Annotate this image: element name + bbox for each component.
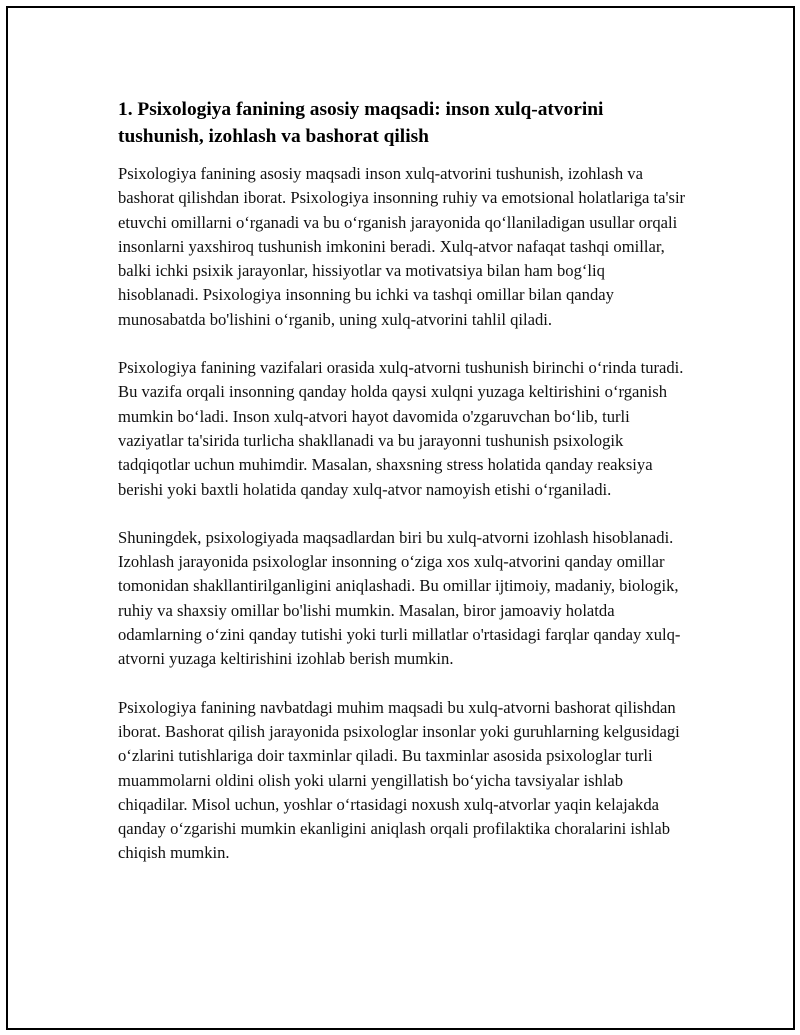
paragraph-4: Psixologiya fanining navbatdagi muhim maqsadi bu xulq-atvorni bashorat qilishdan iborat. Bashorat qilish jarayonida psixologlar insonlar yoki guruhlarning kelgusidagi o‘zlarini tutishlariga doir taxminlar qiladi. Bu taxminlar asosida psixologlar turli muammolarni oldini olish yoki ularni yengillatish bo‘yicha tavsiyalar ishlab chiqadilar. Misol uchun, yoshlar o‘rtasidagi noxush xulq-atvorlar yaqin kelajakda qanday o‘zgarishi mumkin ekanligini aniqlash orqali profilaktika choralarini ishlab chiqish mumkin. bbox=[118, 697, 680, 863]
paragraph-1: Psixologiya fanining asosiy maqsadi inson xulq-atvorini tushunish, izohlash va bashorat qilishdan iborat. Psixologiya insonning ruhiy va emotsional holatlariga ta'sir etuvchi omillarni o‘rganadi va bu o‘rganish jarayonida qo‘llaniladigan usullar orqali insonlarni yaxshiroq tushunish imkonini beradi. Xulq-atvor nafaqat tashqi omillar, balki ichki psixik jarayonlar, hissiyotlar va motivatsiya bilan ham bog‘liq hisoblanadi. Psixologiya insonning bu ichki va tashqi omillar bilan qanday munosabatda bo'lishini o‘rganib, uning xulq-atvorini tahlil qiladi. bbox=[118, 164, 686, 329]
paragraph-2: Psixologiya fanining vazifalari orasida xulq-atvorni tushunish birinchi o‘rinda turadi. Bu vazifa orqali insonning qanday holda qaysi xulqni yuzaga keltirishini o‘rganish mumkin bo‘ladi. Inson xulq-atvori hayot davomida o'zgaruvchan bo‘lib, turli vaziyatlar ta'sirida turlicha shakllanadi va bu jarayonni tushunish psixologik tadqiqotlar uchun muhimdir. Masalan, shaxsning stress holatida qanday reaksiya berishi yoki baxtli holatida qanday xulq-atvor namoyish etishi o‘rganiladi. bbox=[118, 358, 684, 499]
section-heading: 1. Psixologiya fanining asosiy maqsadi: inson xulq-atvorini tushunish, izohlash va bashorat qilish bbox=[118, 99, 604, 147]
document-body bbox=[118, 96, 686, 890]
paragraph-3: Shuningdek, psixologiyada maqsadlardan biri bu xulq-atvorni izohlash hisoblanadi. Izohlash jarayonida psixologlar insonning o‘ziga xos xulq-atvorini qanday omillar tomonidan shakllantirilganligini aniqlashadi. Bu omillar ijtimoiy, madaniy, biologik, ruhiy va shaxsiy omillar bo'lishi mumkin. Masalan, biror jamoaviy holatda odamlarning o‘zini qanday tutishi yoki turli millatlar o'rtasidagi farqlar qanday xulq-atvorni yuzaga keltirishini izohlab berish mumkin. bbox=[118, 527, 681, 669]
